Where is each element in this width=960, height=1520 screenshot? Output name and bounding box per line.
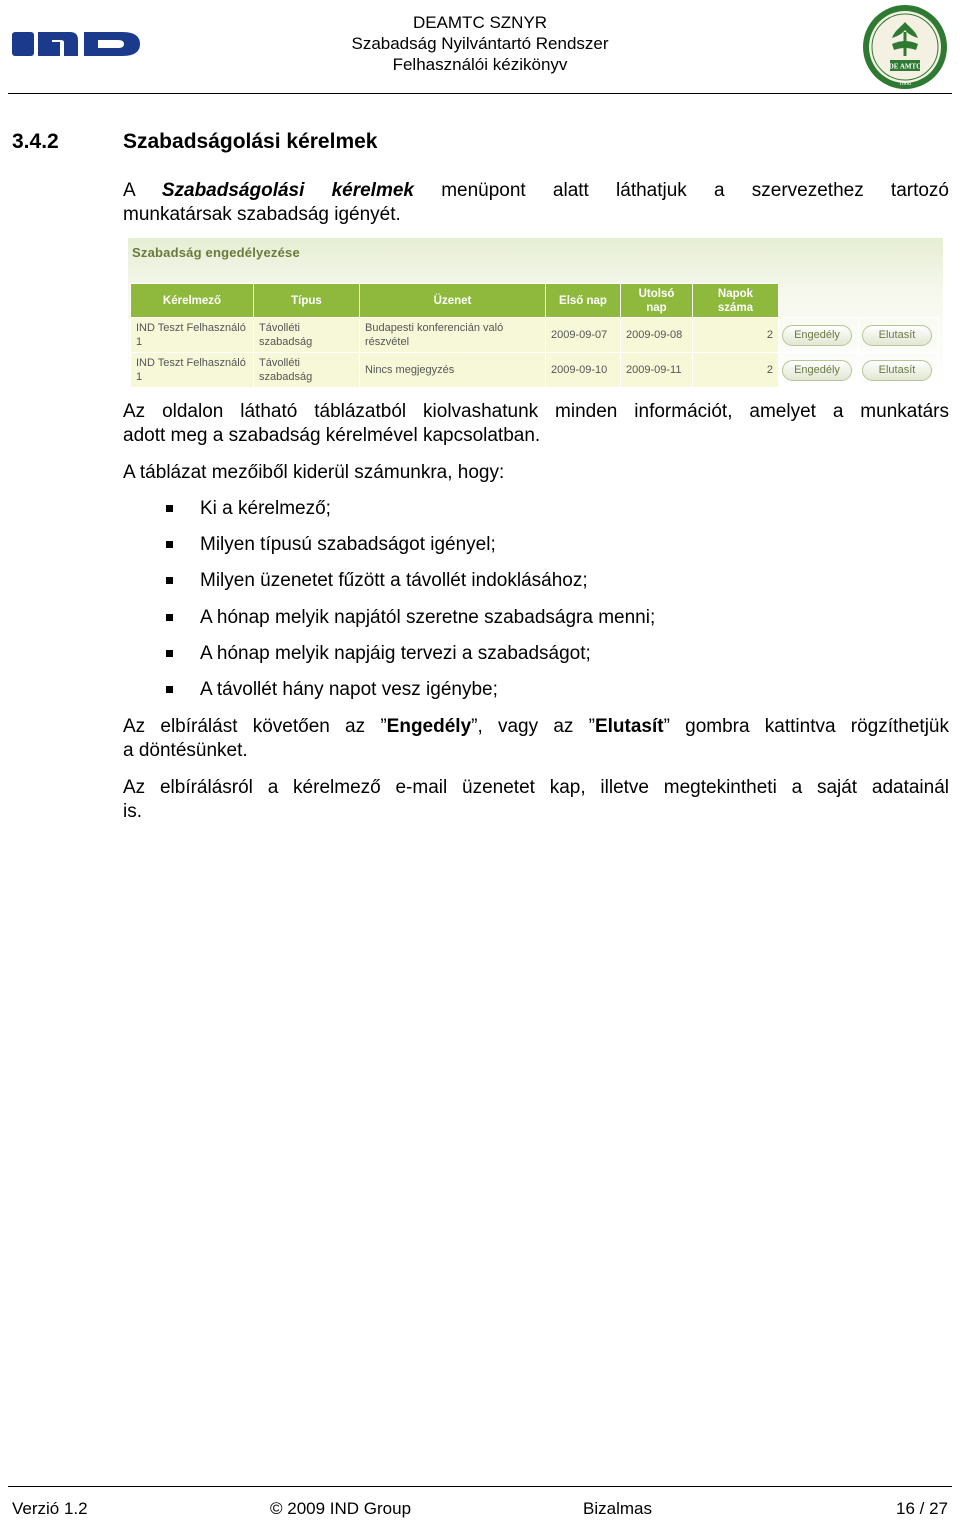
- intro-paragraph: [123, 179, 949, 227]
- bullet-square-icon: [166, 577, 173, 584]
- header-line-3: Felhasználói kézikönyv: [392, 55, 568, 74]
- cell-napok-szama: 2: [693, 353, 779, 388]
- cell-utolso-nap: 2009-09-08: [621, 318, 693, 353]
- p3-reject-label: Elutasít: [594, 716, 664, 737]
- approve-cell: [779, 318, 859, 353]
- footer-copyright: © 2009 IND Group: [270, 1499, 412, 1518]
- p3-text-1: Az elbírálást követően az ”: [123, 716, 387, 737]
- table-row: [131, 318, 939, 353]
- cell-utolso-nap: 2009-09-11: [621, 353, 693, 388]
- p3-text-3: ” gombra kattintva rögzíthetjük: [663, 716, 949, 737]
- deamtc-seal-icon: [862, 4, 948, 90]
- p1-line-1: Az oldalon látható táblázatból kiolvashatunk minden információt, amelyet a munkatárs: [123, 401, 949, 422]
- bullet-text: Milyen üzenetet fűzött a távollét indoklásához;: [200, 570, 588, 592]
- intro-pre: A: [123, 180, 162, 201]
- cell-uzenet: Budapesti konferencián való részvétel: [360, 318, 546, 353]
- panel-title: Szabadság engedélyezése: [132, 245, 300, 260]
- col-header-elso-nap[interactable]: Első nap: [546, 284, 621, 318]
- section-number: 3.4.2: [12, 130, 59, 153]
- bullet-text: A távollét hány napot vesz igénybe;: [200, 678, 498, 700]
- approve-cell: [779, 353, 859, 388]
- table-info-paragraph: [123, 400, 949, 448]
- bullet-square-icon: [166, 541, 173, 548]
- col-header-napok-szama[interactable]: Napok száma: [693, 284, 779, 318]
- header-text: [280, 12, 680, 75]
- page-header: [0, 0, 960, 95]
- leave-approval-screenshot: [128, 238, 943, 390]
- seal-year: 1868: [899, 81, 911, 87]
- header-divider: [8, 93, 952, 94]
- p3-approve-label: Engedély: [386, 716, 472, 737]
- footer-version: Verzió 1.2: [12, 1499, 88, 1518]
- intro-menu-name: Szabadságolási kérelmek: [161, 180, 414, 201]
- col-header-tipus[interactable]: Típus: [254, 284, 360, 318]
- col-header-kerelmezo[interactable]: Kérelmező: [131, 284, 254, 318]
- col-header-empty: [779, 284, 859, 318]
- p3-line-2: a döntésünket.: [123, 740, 248, 761]
- reject-button[interactable]: Elutasít: [862, 360, 932, 381]
- approve-button[interactable]: Engedély: [782, 360, 852, 381]
- cell-elso-nap: 2009-09-10: [546, 353, 621, 388]
- notification-paragraph: [123, 776, 949, 824]
- seal-text: DE AMTC: [888, 62, 922, 71]
- fields-intro-paragraph: A táblázat mezőiből kiderül számunkra, hogy:: [123, 462, 505, 483]
- intro-line-1: [123, 179, 949, 203]
- leave-requests-table: [130, 283, 939, 388]
- footer-divider: [8, 1486, 952, 1487]
- reject-button[interactable]: Elutasít: [862, 325, 932, 346]
- col-header-uzenet[interactable]: Üzenet: [360, 284, 546, 318]
- section-heading: [12, 130, 377, 154]
- list-item: [163, 605, 655, 641]
- footer-confidential: Bizalmas: [583, 1499, 652, 1518]
- intro-post: menüpont alatt láthatjuk a szervezethez tartozó: [414, 180, 949, 201]
- bullet-text: A hónap melyik napjáig tervezi a szabadságot;: [200, 642, 591, 664]
- footer-page-number: 16 / 27: [896, 1499, 948, 1518]
- p3-text-2: ”, vagy az ”: [471, 716, 595, 737]
- decision-paragraph: [123, 715, 949, 763]
- intro-line-2: munkatársak szabadság igényét.: [123, 204, 401, 225]
- p4-line-1: Az elbírálásról a kérelmező e-mail üzenetet kap, illetve megtekintheti a saját adatainál: [123, 777, 949, 798]
- list-item: [163, 532, 655, 568]
- table-row: [131, 353, 939, 388]
- list-item: [163, 677, 655, 713]
- list-item: [163, 641, 655, 677]
- reject-cell: [859, 353, 939, 388]
- reject-cell: [859, 318, 939, 353]
- list-item: [163, 568, 655, 604]
- bullet-square-icon: [166, 686, 173, 693]
- approve-button[interactable]: Engedély: [782, 325, 852, 346]
- header-line-2: Szabadság Nyilvántartó Rendszer: [351, 34, 609, 53]
- section-title: Szabadságolási kérelmek: [123, 130, 378, 153]
- ind-logo-icon: [12, 28, 142, 60]
- bullet-square-icon: [166, 505, 173, 512]
- list-item: [163, 496, 655, 532]
- p3-line-1: [123, 715, 949, 739]
- header-line-1: DEAMTC SZNYR: [412, 13, 548, 32]
- bullet-text: Ki a kérelmező;: [200, 498, 331, 519]
- bullet-text: Milyen típusú szabadságot igényel;: [200, 534, 496, 556]
- fields-bullet-list: [163, 496, 655, 713]
- cell-uzenet: Nincs megjegyzés: [360, 353, 546, 388]
- cell-kerelmezo: IND Teszt Felhasználó 1: [131, 318, 254, 353]
- cell-napok-szama: 2: [693, 318, 779, 353]
- col-header-empty: [859, 284, 939, 318]
- col-header-utolso-nap[interactable]: Utolsó nap: [621, 284, 693, 318]
- cell-tipus: Távolléti szabadság: [254, 353, 360, 388]
- bullet-text: A hónap melyik napjától szeretne szabadságra menni;: [200, 606, 656, 628]
- cell-kerelmezo: IND Teszt Felhasználó 1: [131, 353, 254, 388]
- cell-tipus: Távolléti szabadság: [254, 318, 360, 353]
- table-header-row: [131, 284, 939, 318]
- cell-elso-nap: 2009-09-07: [546, 318, 621, 353]
- bullet-square-icon: [166, 650, 173, 657]
- p1-line-2: adott meg a szabadság kérelmével kapcsolatban.: [123, 425, 541, 446]
- p4-line-2: is.: [123, 801, 142, 822]
- bullet-square-icon: [166, 614, 173, 621]
